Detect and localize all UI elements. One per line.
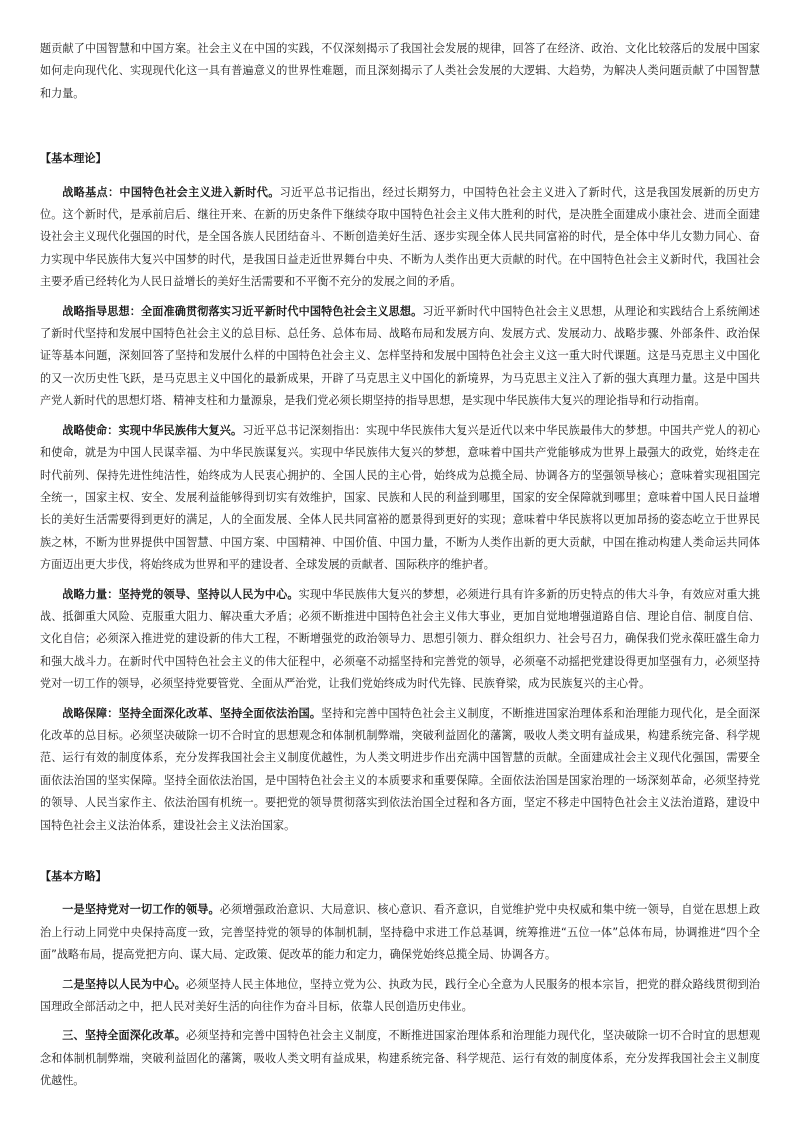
theory-item-body: 习近平总书记深刻指出：实现中华民族伟大复兴是近代以来中华民族最伟大的梦想。中国共产党人的初心和使命，就是为中国人民谋幸福、为中华民族谋复兴。实现中华民族伟大复兴的梦想，意味着中国共产党能够成为世界上最强大的政党，始终走在时代前列、保持先进性纯洁性，始终成为人民衷心拥护的、全国人民的主心骨，始终成为总揽全局、协调各方的坚强领导核心；意味着实现祖国完全统一，国家主权、安全、发展利益能够得到切实有效维护，国家、民族和人民的利益到哪里，国家的安全保障就到哪里；意味着中国人民日益增长的美好生活需要得到更好的满足，人的全面发展、全体人民共同富裕的愿景得到更好的实现；意味着中华民族将以更加昂扬的姿态屹立于世界民族之林，不断为世界提供中国智慧、中国方案、中国精神、中国价值、中国力量，不断为人类作出新的更大贡献，中国在推动构建人类命运共同体方面迈出更大步伐，将始终成为世界和平的建设者、全球发展的贡献者、国际秩序的维护者。 (40, 423, 760, 572)
strategy-item-party-leadership (40, 899, 760, 966)
strategy-item-body: 必须增强政治意识、大局意识、核心意识、看齐意识，自觉维护党中央权威和集中统一领导，自觉在思想上政治上行动上同党中央保持高度一致，完善坚持党的领导的体制机制，坚持稳中求进工作总基调，统筹推进“五位一体”总体布局，协调推进“四个全面”战略布局，提高党把方向、谋大局、定政策、促改革的能力和定力，确保党始终总揽全局、协调各方。 (40, 903, 760, 962)
strategy-item-lead: 一是坚持党对一切工作的领导。 (62, 903, 220, 917)
theory-item-strategic-base (40, 182, 760, 294)
theory-item-lead: 战略力量：坚持党的领导、坚持以人民为中心。 (62, 587, 299, 601)
theory-item-lead: 战略保障：坚持全面深化改革、坚持全面依法治国。 (62, 706, 322, 720)
theory-item-strength (40, 584, 760, 696)
strategy-heading: 【基本方略】 (40, 870, 107, 883)
theory-item-mission (40, 420, 760, 577)
theory-item-body: 坚持和完善中国特色社会主义制度，不断推进国家治理体系和治理能力现代化，是全面深化改革的总目标。必须坚决破除一切不合时宜的思想观念和体制机制弊端，突破利益固化的藩篱，吸收人类文明有益成果，构建系统完备、科学规范、运行有效的制度体系，充分发挥我国社会主义制度优越性，为人类文明进步作出充满中国智慧的贡献。全面建成社会主义现代化强国，需要全面依法治国的坚实保障。坚持全面依法治国，是中国特色社会主义的本质要求和重要保障。全面依法治国是国家治理的一场深刻革命，必须坚持党的领导、人民当家作主、依法治国有机统一。要把党的领导贯彻落实到依法治国全过程和各方面，坚定不移走中国特色社会主义法治道路，建设中国特色社会主义法治体系，建设社会主义法治国家。 (40, 706, 760, 832)
theory-item-lead: 战略使命：实现中华民族伟大复兴。 (62, 423, 243, 437)
intro-paragraph: 题贡献了中国智慧和中国方案。社会主义在中国的实践，不仅深刻揭示了我国社会发展的规律，回答了在经济、政治、文化比较落后的发展中国家如何走向现代化、实现现代化这一具有普遍意义的世界性难题，而且深刻揭示了人类社会发展的大逻辑、大趋势，为解决人类问题贡献了中国智慧和力量。 (40, 42, 760, 100)
strategy-item-lead: 二是坚持以人民为中心。 (62, 977, 187, 991)
strategy-item-body: 必须坚持人民主体地位，坚持立党为公、执政为民，践行全心全意为人民服务的根本宗旨，把党的群众路线贯彻到治国理政全部活动之中，把人民对美好生活的向往作为奋斗目标，依靠人民创造历史伟业。 (40, 977, 760, 1014)
strategy-item-people-centered (40, 974, 760, 1019)
strategy-item-reform (40, 1025, 760, 1092)
theory-item-lead: 战略指导思想：全面准确贯彻落实习近平新时代中国特色社会主义思想。 (62, 304, 423, 318)
theory-item-body: 习近平总书记指出，经过长期努力，中国特色社会主义进入了新时代，这是我国发展新的历史方位。这个新时代，是承前启后、继往开来、在新的历史条件下继续夺取中国特色社会主义伟大胜利的时代，是决胜全面建成小康社会、进而全面建设社会主义现代化强国的时代，是全国各族人民团结奋斗、不断创造美好生活、逐步实现全体人民共同富裕的时代，是全体中华儿女勠力同心、奋力实现中华民族伟大复兴中国梦的时代，是我国日益走近世界舞台中央、不断为人类作出更大贡献的时代。在中国特色社会主义新时代，我国社会主要矛盾已经转化为人民日益增长的美好生活需要和不平衡不充分的发展之间的矛盾。 (40, 185, 760, 289)
theory-item-body: 实现中华民族伟大复兴的梦想，必须进行具有许多新的历史特点的伟大斗争，有效应对重大挑战、抵御重大风险、克服重大阻力、解决重大矛盾；必须不断推进中国特色社会主义伟大事业，更加自觉地增强道路自信、理论自信、制度自信、文化自信；必须深入推进党的建设新的伟大工程，不断增强党的政治领导力、思想引领力、群众组织力、社会号召力，确保我们党永葆旺盛生命力和强大战斗力。在新时代中国特色社会主义的伟大征程中，必须毫不动摇坚持和完善党的领导，必须毫不动摇把党建设得更加坚强有力，必须坚持党对一切工作的领导，必须坚持党要管党、全面从严治党，让我们党始终成为时代先锋、民族脊梁，成为民族复兴的主心骨。 (40, 587, 760, 691)
strategy-item-body: 必须坚持和完善中国特色社会主义制度，不断推进国家治理体系和治理能力现代化，坚决破除一切不合时宜的思想观念和体制机制弊端，突破利益固化的藩篱，吸收人类文明有益成果，构建系统完备、科学规范、运行有效的制度体系，充分发挥我国社会主义制度优越性。 (40, 1029, 760, 1088)
theory-heading: 【基本理论】 (40, 152, 107, 166)
strategy-item-lead: 三、坚持全面深化改革。 (62, 1029, 187, 1043)
theory-item-guiding-thought (40, 301, 760, 413)
theory-item-lead: 战略基点：中国特色社会主义进入新时代。 (62, 185, 280, 199)
theory-item-body: 习近平新时代中国特色社会主义思想，从理论和实践结合上系统阐述了新时代坚持和发展中国特色社会主义的总目标、总任务、总体布局、战略布局和发展方向、发展方式、发展动力、战略步骤、外部条件、政治保证等基本问题，深刻回答了坚持和发展什么样的中国特色社会主义、怎样坚持和发展中国特色社会主义这一重大时代课题。这是马克思主义中国化的又一次历史性飞跃，是马克思主义中国化的最新成果，开辟了马克思主义中国化的新境界，为马克思主义注入了新的强大真理力量。这是中国共产党人新时代的思想灯塔、精神支柱和力量源泉，是我们党必须长期坚持的指导思想，是实现中华民族伟大复兴的理论指导和行动指南。 (40, 304, 760, 408)
theory-item-guarantee (40, 703, 760, 837)
